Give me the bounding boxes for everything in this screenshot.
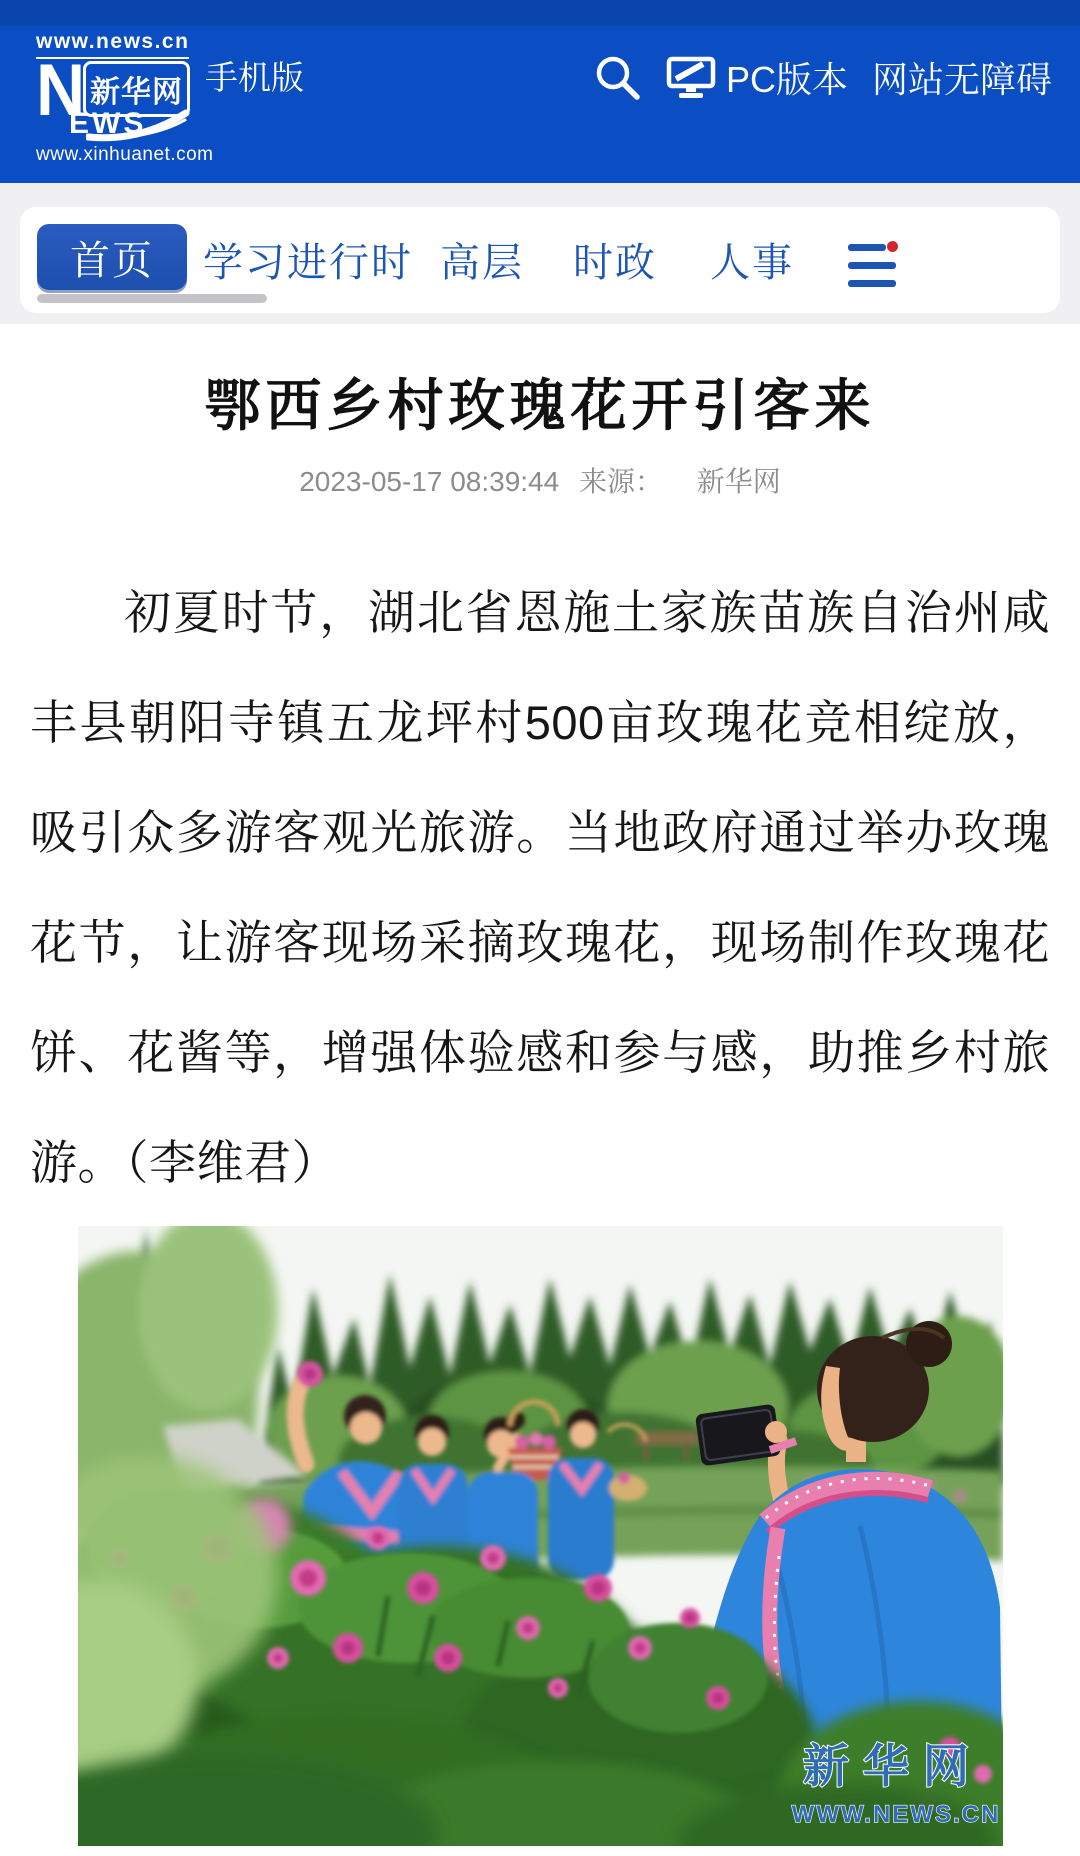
photo-watermark	[791, 1740, 1000, 1828]
logo-art	[36, 48, 196, 141]
monitor-icon	[666, 56, 716, 100]
menu-line	[848, 280, 896, 287]
pc-version-label: PC版本	[725, 59, 848, 100]
menu-red-dot	[887, 241, 898, 252]
article-date: 2023-05-17 08:39:44	[299, 466, 560, 498]
xinhuanet-logo[interactable]	[36, 30, 213, 166]
site-header	[0, 0, 1080, 183]
watermark-cn: 新华网	[802, 1740, 983, 1793]
logo-letters-ews: EWS	[69, 107, 147, 140]
article	[0, 324, 1080, 1846]
nav-item-gaoceng[interactable]: 高层	[440, 241, 524, 285]
menu-icon[interactable]	[848, 244, 896, 287]
mobile-version-link[interactable]: 手机版	[205, 59, 304, 96]
menu-line	[848, 262, 896, 269]
article-body: 初夏时节，湖北省恩施土家族苗族自治州咸丰县朝阳寺镇五龙坪村500亩玫瑰花竞相绽放，吸引众多游客观光旅游。当地政府通过举办玫瑰花节，让游客现场采摘玫瑰花，现场制作玫瑰花饼、花酱等，增强体验感和参与感，助推乡村旅游。（李维君）	[30, 586, 1050, 1190]
nav-item-shizheng[interactable]: 时政	[573, 241, 657, 285]
header-actions	[594, 52, 1052, 103]
pc-version-link[interactable]	[666, 52, 848, 103]
accessibility-link[interactable]: 网站无障碍	[871, 59, 1052, 100]
logo-xinhuanet-box: 新华网	[83, 61, 190, 117]
article-photo	[0, 1226, 1080, 1846]
watermark-url: WWW.NEWS.CN	[791, 1801, 1000, 1829]
header-top-strip	[0, 0, 1080, 26]
nav-item-home[interactable]: 首页	[37, 224, 187, 290]
source-name: 新华网	[696, 466, 781, 498]
article-title: 鄂西乡村玫瑰花开引客来	[204, 374, 876, 437]
logo-news-url: www.news.cn	[36, 30, 189, 59]
logo-swoosh-icon	[86, 109, 191, 143]
photo-illustration	[78, 1226, 1003, 1846]
nav-item-renshi[interactable]: 人事	[710, 241, 794, 285]
nav-scrollbar[interactable]	[37, 294, 267, 303]
nav-strip	[0, 183, 1080, 324]
search-icon[interactable]	[594, 54, 642, 102]
article-meta	[0, 460, 1080, 500]
logo-xinhuanet-url: www.xinhuanet.com	[36, 144, 214, 165]
nav-item-xuexi[interactable]: 学习进行时	[203, 241, 413, 285]
menu-line	[848, 244, 886, 251]
nav-bar	[20, 207, 1060, 313]
logo-letter-n: N	[36, 48, 86, 132]
source-label: 来源：	[578, 466, 663, 498]
